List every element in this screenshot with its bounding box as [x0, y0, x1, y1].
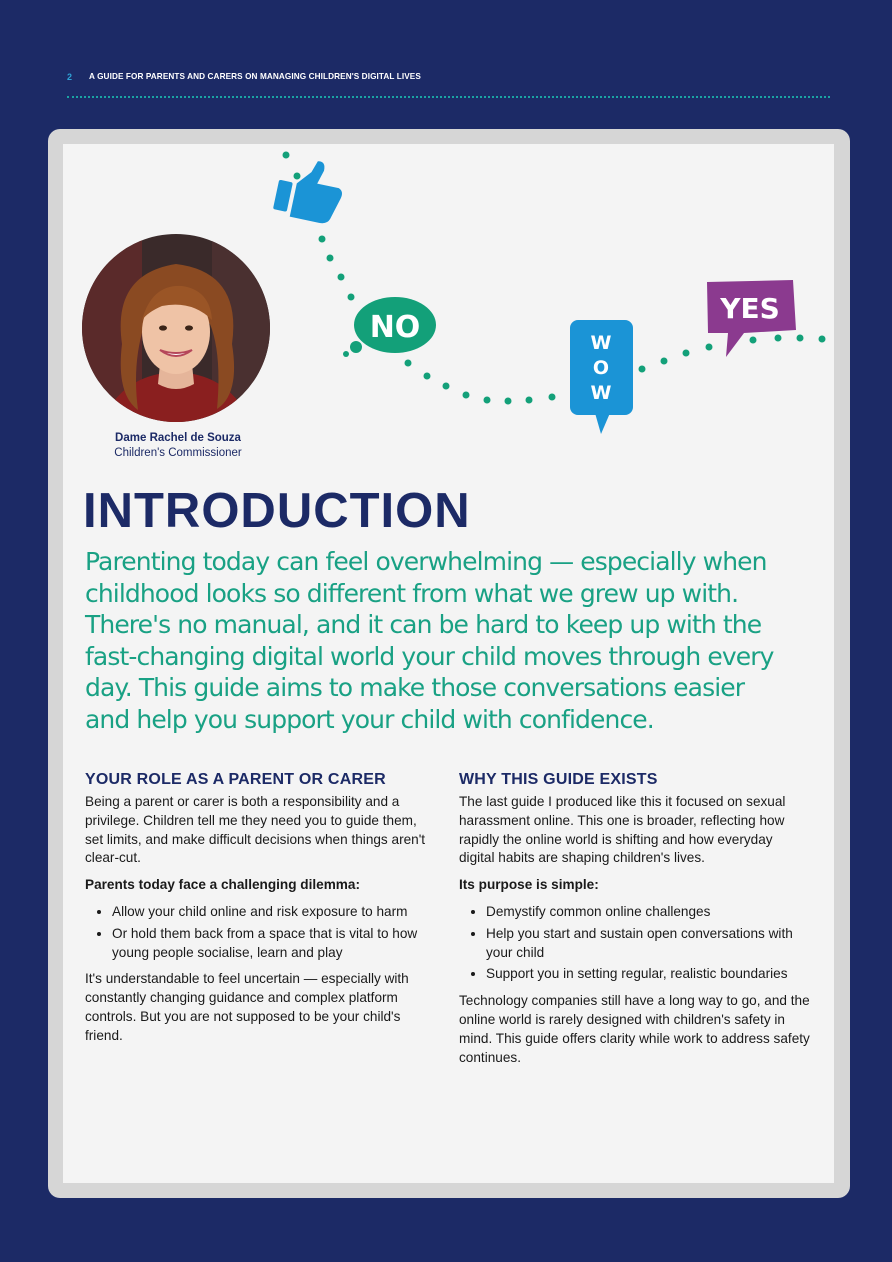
portrait-name: Dame Rachel de Souza [115, 432, 241, 444]
lead-line: Parenting today can feel overwhelming — especially when [85, 547, 767, 576]
portrait-role: Children's Commissioner [114, 447, 242, 459]
page-title: INTRODUCTION [83, 484, 471, 538]
lead-line: There's no manual, and it can be hard to keep up with the [85, 610, 762, 640]
page-number: 2 [67, 72, 73, 82]
wow-letter-1: W [590, 332, 612, 354]
list-item: • Demystify common online challenges [486, 903, 811, 922]
yes-bubble-text: YES [720, 292, 780, 325]
section-heading-role: YOUR ROLE AS A PARENT OR CARER [85, 771, 386, 788]
no-bubble-icon [343, 297, 436, 357]
yes-bubble-icon [707, 280, 796, 357]
list-item: • Allow your child online and risk exposure to harm [112, 903, 437, 922]
lead-line: and help you support your child with confidence. [85, 704, 654, 734]
wow-bubble-icon [570, 320, 633, 434]
role-paragraph-1: Being a parent or carer is both a responsibility and a privilege. Children tell me they need you to guide them, set limits, and make difficult decisions when things aren't clear-cut. [85, 794, 426, 866]
list-item: • Or hold them back from a space that is vital to how young people socialise, learn and play [112, 925, 437, 963]
section-heading-why: WHY THIS GUIDE EXISTS [459, 771, 658, 788]
thumbs-up-icon [272, 154, 348, 226]
wow-letter-3: W [590, 382, 612, 404]
dotted-path [283, 152, 826, 405]
reaction-illustration [0, 0, 892, 480]
lead-line: childhood looks so different from what we grew up with. [85, 578, 739, 608]
why-paragraph-1: The last guide I produced like this it focused on sexual harassment online. This one is broader, reflecting how rapidly the online world is shifting and how everyday digital habits are shaping children's lives. [459, 794, 786, 866]
purpose-subheading: Its purpose is simple: [459, 877, 599, 893]
lead-line: fast-changing digital world your child moves through every [85, 641, 774, 671]
right-column [459, 771, 811, 1075]
list-item: • Help you start and sustain open conversations with your child [486, 925, 811, 963]
list-item: • Support you in setting regular, realistic boundaries [486, 965, 811, 984]
no-bubble-text: NO [369, 310, 421, 345]
dilemma-subheading: Parents today face a challenging dilemma: [85, 877, 360, 893]
role-paragraph-2: It's understandable to feel uncertain — especially with constantly changing guidance and complex platform controls. But you are not supposed to be your child's friend. [85, 971, 409, 1043]
why-paragraph-2: Technology companies still have a long way to go, and the online world is rarely designed with children's safety in mind. This guide offers clarity while work to address safety continues. [459, 993, 810, 1065]
header-title: A GUIDE FOR PARENTS AND CARERS ON MANAGING CHILDREN'S DIGITAL LIVES [89, 72, 421, 81]
dilemma-list [85, 903, 437, 962]
left-column [85, 771, 437, 1054]
lead-line: day. This guide aims to make those conversations easier [85, 673, 745, 703]
intro-lead [85, 546, 815, 736]
purpose-list [459, 903, 811, 984]
wow-letter-2: O [592, 357, 610, 379]
